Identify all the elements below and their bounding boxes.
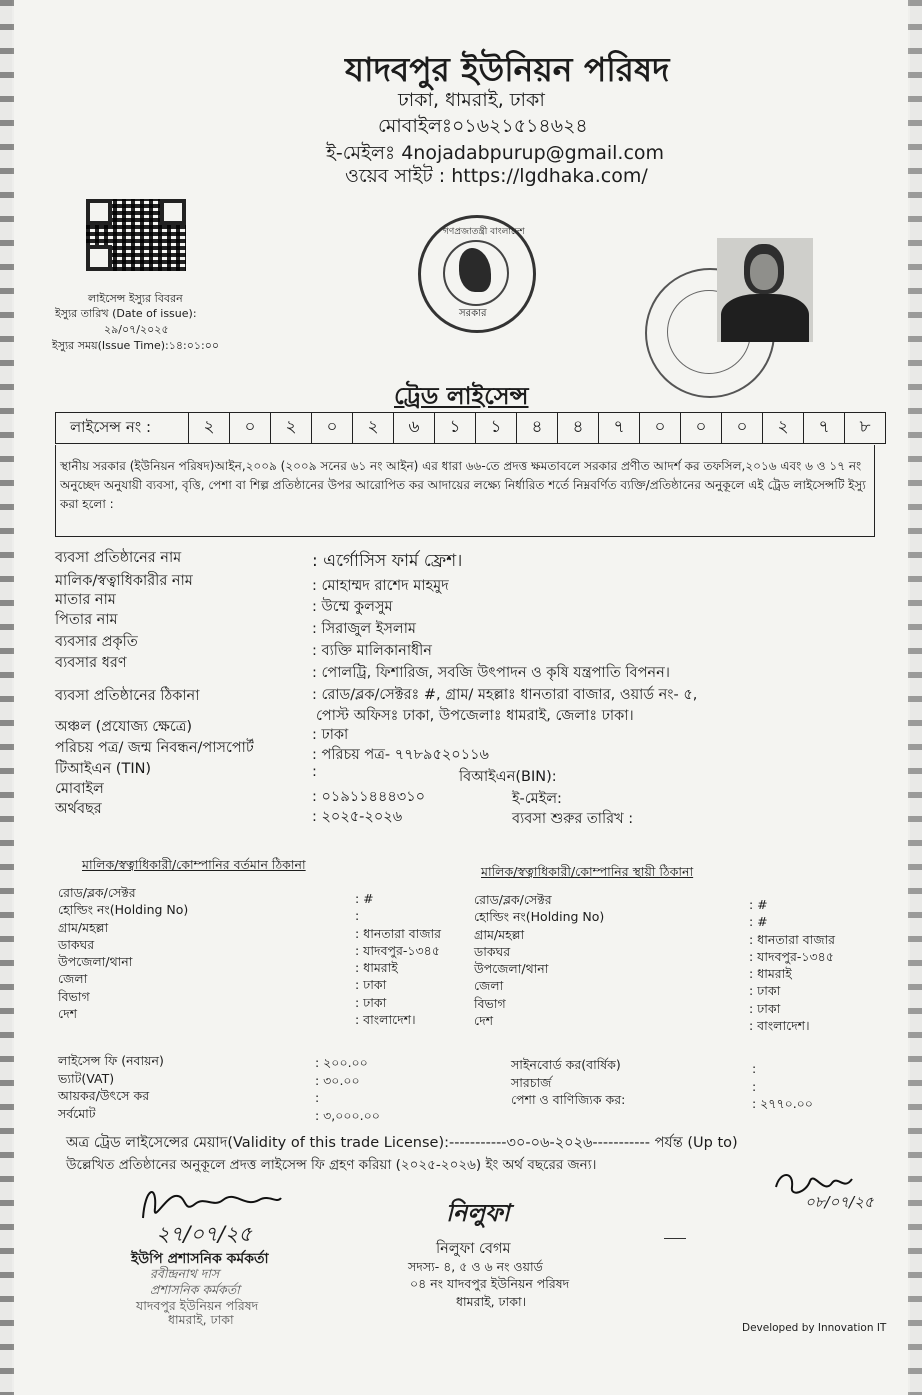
present-label: দেশ [58,1006,78,1022]
mid-signatory-role: সদস্য- ৪, ৫ ও ৬ নং ওয়ার্ড [408,1259,543,1274]
license-fee-value: : ২০০.০০ [315,1055,368,1070]
id-value: : পরিচয় পত্র- ৭৭৮৯৫২০১১৬ [312,747,489,763]
qr-finder-icon [160,199,186,225]
owner-photo [717,238,813,342]
license-digit: ১ [435,413,476,444]
mid-signatory-union: ০৪ নং যাদবপুর ইউনিয়ন পরিষদ [410,1276,570,1291]
present-label: জেলা [58,971,88,987]
union-address: ঢাকা, ধামরাই, ঢাকা [398,89,545,111]
mobile-label: মোবাইল [55,781,104,797]
vat-label: ভ্যাট(VAT) [58,1070,115,1086]
qr-finder-icon [86,199,112,225]
license-digit: ৭ [804,413,845,444]
license-digit: ০ [640,413,681,444]
permanent-value: : # [749,914,768,930]
validity-line1: অত্র ট্রেড লাইসেন্সের মেয়াদ(Validity of this trade License):-----------৩০-০৬-২০২৬----------- পর্যন্ত (Up to) [66,1135,738,1151]
present-value: : [355,908,360,924]
license-digit: ০ [722,413,763,444]
left-stamp-line3: যাদবপুর ইউনিয়ন পরিষদ [136,1298,259,1313]
license-digit: ৪ [517,413,558,444]
permanent-label: বিভাগ [474,995,506,1011]
fiscal-value: : ২০২৫-২০২৬ [312,809,403,825]
permanent-label: গ্রাম/মহল্লা [474,926,525,942]
present-value: : # [355,891,374,906]
income-tax-value: : [315,1090,320,1105]
issue-date-label: ইস্যুর তারিখ (Date of issue): [55,307,197,320]
permanent-label: উপজেলা/থানা [474,961,549,977]
permanent-value: : # [749,897,768,912]
permanent-label: হোল্ডিং নং(Holding No) [474,909,605,925]
present-address-labels [58,884,188,1022]
signboard-label: সাইনবোর্ড কর(বার্ষিক) [511,1057,621,1072]
permanent-label: ডাকঘর [474,943,511,959]
permanent-value: : ধামরাই [749,966,792,982]
present-address-heading: মালিক/স্বত্বাধিকারী/কোম্পানির বর্তমান ঠিকানা [82,857,306,872]
tin-label: টিআইএন (TIN) [55,761,152,777]
permanent-value: : ঢাকা [749,1000,781,1016]
union-email: ই-মেইলঃ 4nojadabpurup@gmail.com [326,142,665,164]
left-stamp-line2: প্রশাসনিক কর্মকর্তা [150,1282,240,1297]
fee-values-right [752,1060,813,1113]
present-label: গ্রাম/মহল্লা [58,919,109,935]
issue-date-value: ২৯/০৭/২০২৫ [104,323,169,336]
license-digit: ০ [312,413,353,444]
left-stamp-line1: রবীন্দ্রনাথ দাস [150,1266,220,1281]
left-stamp-line4: ধামরাই, ঢাকা [168,1312,234,1327]
issue-time: ইস্যুর সময়(Issue Time):১৪:০১:০০ [52,339,220,352]
perforated-edge-right [908,0,922,1395]
bin-label: বিআইএন(BIN): [459,769,557,785]
present-label: বিভাগ [58,988,90,1004]
license-fee-label: লাইসেন্স ফি (নবায়ন) [58,1053,164,1068]
license-digit: ০ [681,413,722,444]
business-type: : পোলট্রি, ফিশারিজ, সবজি উৎপাদন ও কৃষি যন্ত্রপাতি বিপনন। [312,665,670,681]
present-value: : ধামরাই [355,960,398,976]
permanent-label: রোড/ব্লক/সেক্টর [474,892,552,907]
license-digit: ১ [476,413,517,444]
signboard-value: : [752,1061,757,1076]
zone-label: অঞ্চল (প্রযোজ্য ক্ষেত্রে) [55,719,193,735]
present-value: : ধানতারা বাজার [355,925,442,941]
permanent-value: : ঢাকা [749,983,781,999]
license-digit: ০ [230,413,271,444]
permanent-value: : ধানতারা বাজার [749,931,836,947]
license-digit: ৬ [394,413,435,444]
present-value: : যাদবপুর-১৩৪৫ [355,942,440,958]
government-seal-icon: গণপ্রজাতন্ত্রী বাংলাদেশ সরকার [418,215,536,333]
business-address-line2: পোস্ট অফিসঃ ঢাকা, উপজেলাঃ ধামরাই, জেলাঃ ঢাকা। [316,708,634,724]
document-title: ট্রেড লাইসেন্স [394,382,529,410]
fee-labels-right [511,1056,625,1109]
father-name: : সিরাজুল ইসলাম [312,621,416,637]
license-digit: ৭ [599,413,640,444]
qr-finder-icon [86,245,112,271]
start-date-label: ব্যবসা শুরুর তারিখ : [512,811,634,827]
vat-value: : ৩০.০০ [315,1072,360,1088]
permanent-address-labels [474,891,604,1029]
tin-value: : [312,764,317,780]
mother-name: : উম্মে কুলসুম [312,599,393,615]
license-digit: ৮ [845,413,886,444]
right-signature-date: ০৮/০৭/২৫ [805,1193,874,1211]
present-label: রোড/ব্লক/সেক্টর [58,885,136,900]
permanent-address-values [749,896,835,1034]
profession-tax-value: : ২৭৭০.০০ [752,1096,813,1111]
business-name: : এর্গোসিস ফার্ম ফ্রেশ। [312,551,463,571]
fee-labels-left [58,1052,164,1122]
mid-signature: নিলুফা [446,1199,510,1227]
total-value: : ৩,০০০.০০ [315,1107,380,1123]
mid-signatory-address: ধামরাই, ঢাকা। [456,1294,527,1309]
license-digit: ২ [189,413,230,444]
permanent-value: : যাদবপুর-১৩৪৫ [749,948,834,964]
permanent-value: : বাংলাদেশ। [749,1018,810,1034]
notice-text: স্থানীয় সরকার (ইউনিয়ন পরিষদ)আইন,২০০৯ (২০০৯ সনের ৬১ নং আইন) এর ধারা ৬৬-তে প্রদত্ত ক্ষমতাবলে সরকার প্রণীত আদর্শ কর তফসিল,২০১৬ এবং ৬ ও ১৭ নং অনুচ্ছেদ অনুযায়ী ব্যবসা, বৃত্তি, পেশা বা শিল্প প্রতিষ্ঠানের উপর আরোপিত কর আদায়ের লক্ষ্যে নির্ধারিত শর্তে নিম্নবর্ণিত ব্যক্তি/প্রতিষ্ঠানের অনুকূলে এই ট্রেড লাইসেন্সটি ইস্যু করা হলো : [60,459,866,511]
union-title: যাদবপুর ইউনিয়ন পরিষদ [345,50,670,89]
license-digit: ৪ [558,413,599,444]
notice-box [55,445,875,537]
permanent-address-heading: মালিক/স্বত্বাধিকারী/কোম্পানির স্থায়ী ঠিকানা [481,864,694,879]
id-label: পরিচয় পত্র/ জন্ম নিবন্ধন/পাসপোর্ট [55,740,254,756]
license-digit: ২ [271,413,312,444]
business-address-line1: : রোড/ব্লক/সেক্টরঃ #, গ্রাম/ মহল্লাঃ ধানতারা বাজার, ওয়ার্ড নং- ৫, [312,687,698,703]
present-value: : বাংলাদেশ। [355,1012,416,1028]
owner-name: : মোহাম্মদ রাশেদ মাহমুদ [312,578,449,594]
email-label: ই-মেইল: [512,791,562,807]
present-label: হোল্ডিং নং(Holding No) [58,902,189,918]
fee-values-left [315,1054,380,1124]
total-label: সর্বমোট [58,1105,96,1121]
mobile-value: : ০১৯১১৪৪৪৩১০ [312,789,426,805]
left-signature-date: ২৭/০৭/২৫ [156,1222,253,1246]
license-digit: ২ [763,413,804,444]
business-nature: : ব্যক্তি মালিকানাধীন [312,643,432,659]
type-label: ব্যবসার ধরণ [55,655,127,671]
present-value: : ঢাকা [355,977,387,993]
profession-tax-label: পেশা ও বাণিজ্যিক কর: [511,1092,626,1107]
license-label: লাইসেন্স নং : [56,413,189,444]
footer-credit: Developed by Innovation IT [742,1322,887,1334]
nature-label: ব্যবসার প্রকৃতি [55,634,138,650]
permanent-label: জেলা [474,978,504,994]
license-digit: ২ [353,413,394,444]
present-label: ডাকঘর [58,936,95,952]
owner-label: মালিক/স্বত্বাধিকারীর নাম [55,573,193,589]
permanent-label: দেশ [474,1013,494,1029]
father-label: পিতার নাম [55,612,118,628]
perforated-edge-left [0,0,14,1395]
license-number-table [55,412,886,444]
validity-line2: উল্লেখিত প্রতিষ্ঠানের অনুকূলে প্রদত্ত লাইসেন্স ফি গ্রহণ করিয়া (২০২৫-২০২৬) ইং অর্থ বছরের জন্য। [66,1157,597,1173]
fiscal-label: অর্থবছর [55,801,102,817]
divider [664,1238,686,1239]
mid-signatory-name: নিলুফা বেগম [436,1241,511,1257]
present-label: উপজেলা/থানা [58,954,133,970]
surcharge-value: : [752,1078,757,1094]
income-tax-label: আয়কর/উৎসে কর [58,1088,150,1103]
zone-value: : ঢাকা [312,727,349,743]
union-website: ওয়েব সাইট : https://lgdhaka.com/ [345,165,648,187]
mother-label: মাতার নাম [55,592,116,608]
business-name-label: ব্যবসা প্রতিষ্ঠানের নাম [55,550,182,566]
union-mobile: মোবাইলঃ০১৬২১৫১৪৬২৪ [378,115,588,137]
present-address-values [355,890,441,1028]
present-value: : ঢাকা [355,994,387,1010]
left-signatory-title: ইউপি প্রশাসনিক কর্মকর্তা [131,1251,269,1267]
issue-heading: লাইসেন্স ইস্যুর বিবরন [88,292,183,305]
surcharge-label: সারচার্জ [511,1074,552,1090]
address-label: ব্যবসা প্রতিষ্ঠানের ঠিকানা [55,688,200,704]
